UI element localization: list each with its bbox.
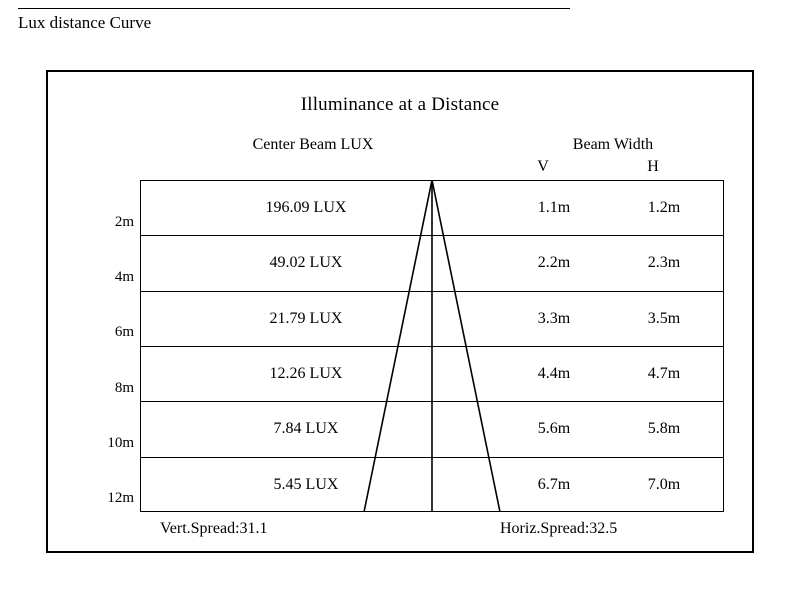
cell-center-beam-lux: 49.02 LUX [269, 254, 343, 272]
cell-beam-width-v: 6.7m [537, 476, 571, 494]
cell-center-beam-lux: 196.09 LUX [265, 199, 347, 217]
distance-label: 8m [114, 380, 134, 396]
horizontal-spread-label: Horiz.Spread:32.5 [500, 520, 618, 537]
table-row [141, 458, 723, 513]
distance-label: 4m [114, 269, 134, 285]
distance-label: 2m [114, 214, 134, 230]
table-row [141, 181, 723, 236]
cell-beam-width-v: 5.6m [537, 420, 571, 438]
table-row [141, 292, 723, 347]
cell-center-beam-lux: 5.45 LUX [273, 476, 339, 494]
illuminance-chart [46, 70, 754, 553]
cell-beam-width-v: 1.1m [537, 199, 571, 217]
cell-center-beam-lux: 7.84 LUX [273, 420, 339, 438]
cell-beam-width-h: 4.7m [647, 365, 681, 383]
cell-beam-width-h: 7.0m [647, 476, 681, 494]
column-header-beam-width: Beam Width [572, 136, 654, 153]
chart-title: Illuminance at a Distance [300, 94, 500, 115]
cell-beam-width-h: 2.3m [647, 254, 681, 272]
table-row [141, 347, 723, 402]
column-header-center-beam-lux: Center Beam LUX [252, 136, 374, 153]
distance-axis-labels [88, 180, 140, 512]
distance-label: 10m [107, 435, 134, 451]
cell-beam-width-v: 4.4m [537, 365, 571, 383]
column-header-horizontal: H [647, 158, 659, 175]
table-row [141, 236, 723, 291]
header-divider [18, 8, 570, 9]
cell-beam-width-h: 5.8m [647, 420, 681, 438]
cell-beam-width-v: 2.2m [537, 254, 571, 272]
cell-center-beam-lux: 21.79 LUX [269, 309, 343, 327]
cell-beam-width-h: 1.2m [647, 199, 681, 217]
vertical-spread-label: Vert.Spread:31.1 [160, 520, 268, 537]
illuminance-table [140, 180, 724, 512]
table-row [141, 402, 723, 457]
distance-label: 6m [114, 324, 134, 340]
cell-center-beam-lux: 12.26 LUX [269, 365, 343, 383]
cell-beam-width-v: 3.3m [537, 309, 571, 327]
column-header-vertical: V [537, 158, 549, 175]
page-title: Lux distance Curve [18, 13, 152, 32]
distance-label: 12m [107, 490, 134, 506]
cell-beam-width-h: 3.5m [647, 309, 681, 327]
